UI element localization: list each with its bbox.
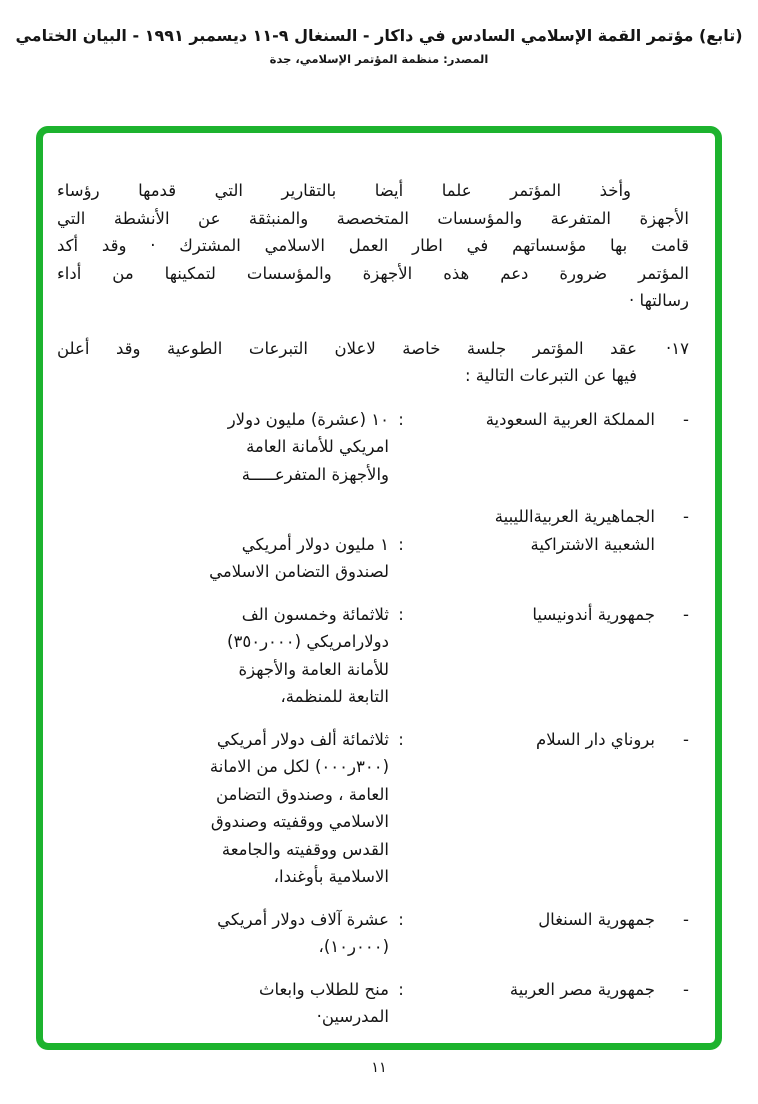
text-line: الأجهزة المتفرعة والمؤسسات المتخصصة والمنبثقة عن الأنشطة التي bbox=[57, 208, 689, 228]
entry-amount bbox=[97, 601, 389, 711]
source-line: المصدر: منظمة المؤتمر الإسلامي، جدة bbox=[269, 52, 489, 66]
entry-country bbox=[413, 503, 655, 586]
entry-dash: - bbox=[683, 604, 689, 624]
entry-colon: : bbox=[398, 409, 404, 429]
text-line: المدرسين· bbox=[316, 1007, 389, 1026]
text-line: عقد المؤتمر جلسة خاصة لاعلان التبرعات الطوعية وقد أعلن bbox=[57, 338, 637, 358]
entry-colon: : bbox=[398, 979, 404, 999]
donations-list bbox=[57, 406, 689, 1031]
green-border-box bbox=[36, 126, 722, 1050]
item-17-text bbox=[57, 335, 637, 390]
paragraph-item-17 bbox=[57, 335, 689, 390]
entry-amount bbox=[97, 726, 389, 891]
donation-entry bbox=[57, 906, 689, 961]
document-header bbox=[0, 26, 758, 66]
text-line: للأمانة العامة والأجهزة bbox=[238, 659, 389, 679]
entry-colon: : bbox=[398, 604, 404, 624]
text-line: الشعبية الاشتراكية bbox=[530, 534, 655, 554]
text-line: ١٠ (عشرة) مليون دولار bbox=[227, 409, 389, 429]
text-line: فيها عن التبرعات التالية : bbox=[465, 366, 637, 385]
text-line: (٠٠٠ر١٠)، bbox=[318, 937, 389, 956]
text-line: رسالتها · bbox=[629, 291, 689, 310]
text-line: العامة ، وصندوق التضامن bbox=[215, 784, 389, 804]
text-line: قامت بها مؤسساتهم في اطار العمل الاسلامي المشترك · وقد أكد bbox=[57, 236, 689, 255]
entry-colon: : bbox=[398, 909, 404, 929]
entry-dash: - bbox=[683, 909, 689, 929]
entry-dash: - bbox=[683, 507, 689, 526]
text-line: وأخذ المؤتمر علما أيضا بالتقارير التي قدمها رؤساء bbox=[57, 181, 631, 200]
page-number: ١١ bbox=[371, 1060, 387, 1076]
entry-dash: - bbox=[683, 979, 689, 999]
paragraph-reports bbox=[57, 177, 689, 315]
item-number: ١٧· bbox=[666, 338, 689, 358]
text-line: والأجهزة المتفرعـــــة bbox=[241, 464, 389, 484]
text-line: عشرة آلاف دولار أمريكي bbox=[217, 909, 389, 929]
text-line: (٣٠٠ر٠٠٠) لكل من الامانة bbox=[209, 757, 389, 776]
text-line: امريكي للأمانة العامة bbox=[246, 437, 389, 456]
page-title: (تابع) مؤتمر القمة الإسلامي السادس في داكار - السنغال ٩-١١ ديسمبر ١٩٩١ - البيان الختامي bbox=[15, 26, 743, 45]
text-line: بروناي دار السلام bbox=[536, 729, 655, 749]
entry-country bbox=[413, 976, 655, 1031]
donation-entry bbox=[57, 601, 689, 711]
text-line: ١ مليون دولار أمريكي bbox=[241, 534, 389, 554]
text-line: الاسلامية بأوغندا، bbox=[273, 867, 389, 886]
document-body bbox=[43, 133, 715, 1031]
entry-country bbox=[413, 601, 655, 711]
text-line: ثلاثمائة وخمسون الف bbox=[241, 604, 389, 624]
donation-entry bbox=[57, 406, 689, 489]
entry-amount bbox=[97, 976, 389, 1031]
text-line: المؤتمر ضرورة دعم هذه الأجهزة والمؤسسات لتمكينها من أداء bbox=[57, 263, 689, 283]
entry-dash: - bbox=[683, 409, 689, 429]
text-line: جمهورية مصر العربية bbox=[509, 979, 655, 999]
text-line: لصندوق التضامن الاسلامي bbox=[209, 562, 389, 581]
document-page bbox=[0, 26, 758, 1104]
text-line: جمهورية أندونيسيا bbox=[532, 604, 655, 624]
text-line: دولارامريكي (٠٠٠ر٣٥٠) bbox=[227, 632, 389, 651]
entry-amount bbox=[97, 531, 389, 586]
donation-entry bbox=[57, 976, 689, 1031]
entry-dash: - bbox=[683, 729, 689, 749]
entry-country bbox=[413, 726, 655, 891]
text-line: ثلاثمائة ألف دولار أمريكي bbox=[216, 729, 389, 749]
entry-country bbox=[413, 406, 655, 489]
text-line: الاسلامي ووقفيته وصندوق bbox=[210, 812, 389, 831]
text-line: الجماهيرية العربيةالليبية bbox=[494, 507, 655, 526]
donation-entry bbox=[57, 503, 689, 586]
entry-colon: : bbox=[398, 534, 404, 554]
entry-amount bbox=[97, 406, 389, 489]
text-line: المملكة العربية السعودية bbox=[485, 409, 655, 429]
entry-amount bbox=[97, 906, 389, 961]
entry-colon: : bbox=[398, 729, 404, 749]
text-line: التابعة للمنظمة، bbox=[280, 687, 389, 706]
text-line: منح للطلاب وابعاث bbox=[258, 979, 389, 999]
donation-entry bbox=[57, 726, 689, 891]
entry-country bbox=[413, 906, 655, 961]
text-line: القدس ووقفيته والجامعة bbox=[221, 839, 389, 859]
text-line: جمهورية السنغال bbox=[538, 909, 655, 929]
